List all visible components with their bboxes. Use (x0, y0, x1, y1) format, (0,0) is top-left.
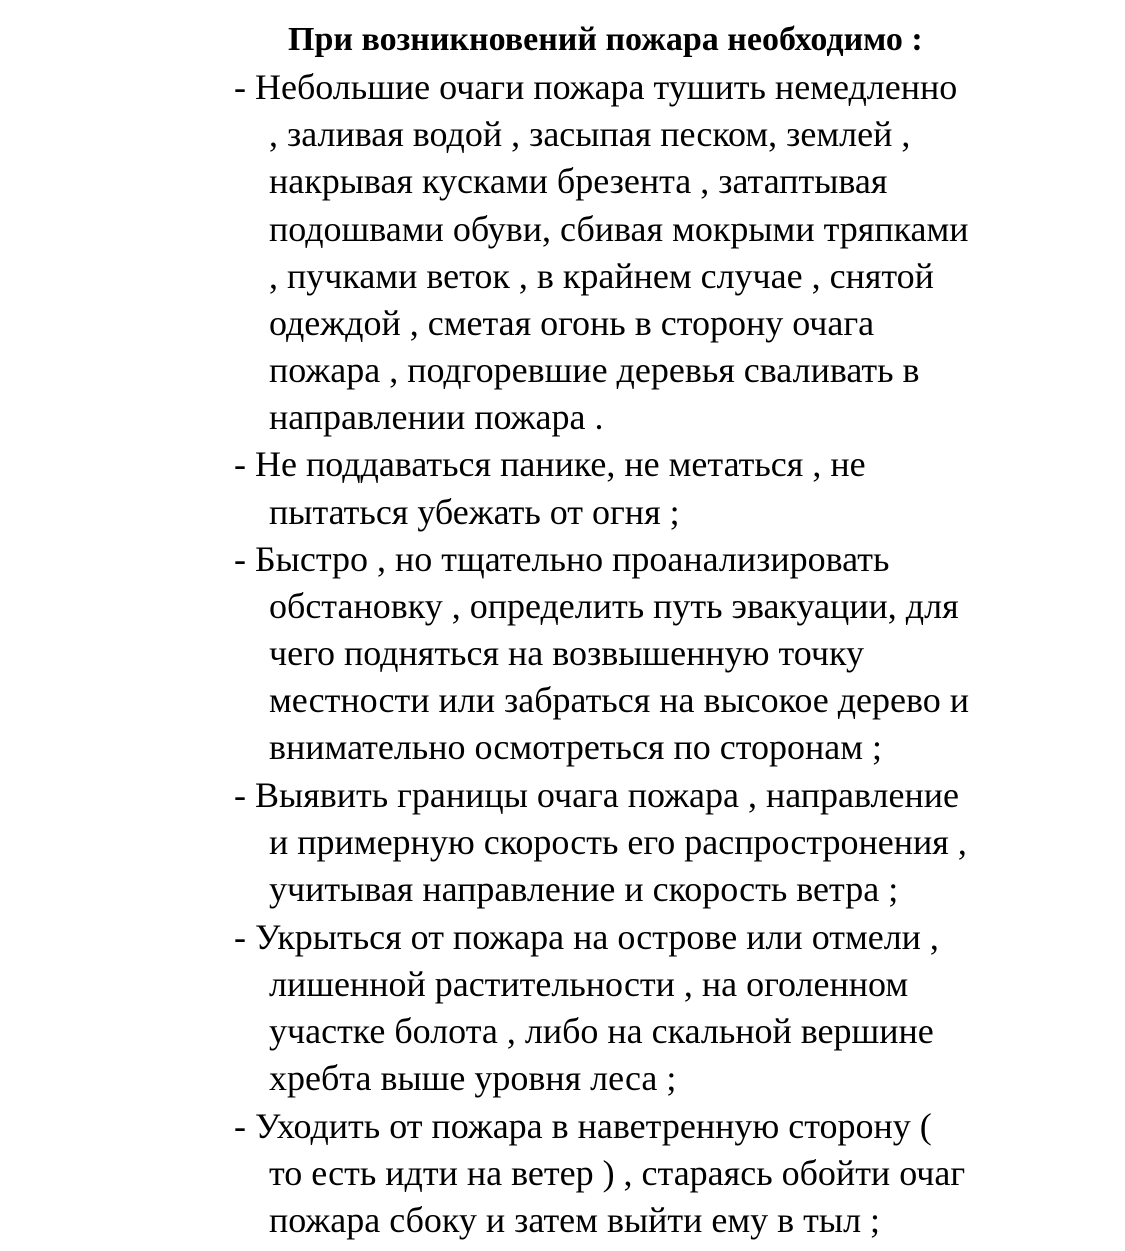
item-1-line-7: пожара , подгоревшие деревья сваливать в (269, 350, 920, 390)
item-3-line-3: чего подняться на возвышенную точку (269, 633, 864, 673)
item-6-line-2: то есть идти на ветер ) , стараясь обойти очаг (269, 1153, 966, 1193)
item-2-line-1: - Не поддаваться панике, не метаться , не (234, 444, 866, 484)
item-5-line-2: лишенной растительности , на оголенном (269, 964, 909, 1004)
item-1-line-5: , пучками веток , в крайнем случае , снятой (269, 256, 934, 296)
item-1-line-2: , заливая водой , засыпая песком, землей , (269, 114, 911, 154)
item-1-line-6: одеждой , сметая огонь в сторону очага (269, 303, 875, 343)
item-1-line-3: накрывая кусками брезента , затаптывая (269, 161, 888, 201)
item-1-line-1: - Небольшие очаги пожара тушить немедленно (234, 67, 958, 107)
item-3-line-4: местности или забраться на высокое дерево и (269, 680, 970, 720)
item-6-line-1: - Уходить от пожара в наветренную сторону ( (234, 1106, 932, 1146)
document-title: При возникновений пожара необходимо : (288, 21, 923, 58)
item-5-line-1: - Укрыться от пожара на острове или отмели , (234, 917, 939, 957)
item-5-line-3: участке болота , либо на скальной вершине (269, 1011, 934, 1051)
item-3-line-5: внимательно осмотреться по сторонам ; (269, 727, 883, 767)
item-1-line-8: направлении пожара . (269, 397, 604, 437)
item-1-line-4: подошвами обуви, сбивая мокрыми тряпками (269, 209, 969, 249)
item-2-line-2: пытаться убежать от огня ; (269, 492, 680, 532)
item-6-line-3: пожара сбоку и затем выйти ему в тыл ; (269, 1200, 881, 1240)
item-5-line-4: хребта выше уровня леса ; (269, 1058, 677, 1098)
item-3-line-1: - Быстро , но тщательно проанализировать (234, 539, 890, 579)
item-4-line-2: и примерную скорость его распростронения , (269, 822, 967, 862)
item-3-line-2: обстановку , определить путь эвакуации, для (269, 586, 959, 626)
item-4-line-1: - Выявить границы очага пожара , направление (234, 775, 959, 815)
item-4-line-3: учитывая направление и скорость ветра ; (269, 869, 899, 909)
